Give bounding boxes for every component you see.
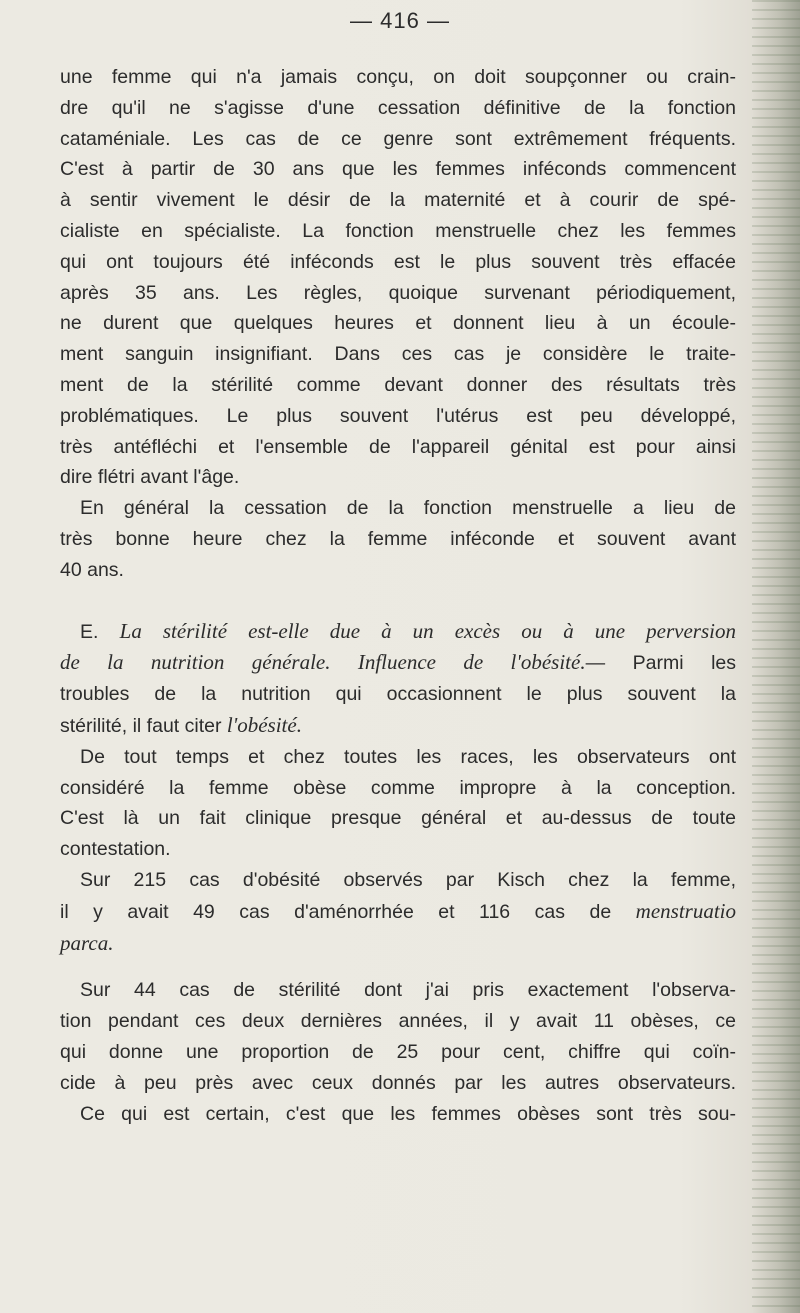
text-line: problématiques. Le plus souvent l'utérus est peu développé, bbox=[60, 404, 736, 427]
obesity-term: l'obésité. bbox=[226, 712, 302, 737]
text-line: tion pendant ces deux dernières années, il y avait 11 obèses, ce bbox=[60, 1010, 736, 1033]
text-line: ne durent que quelques heures et donnent lieu à un écoule- bbox=[60, 312, 736, 335]
text-line: cataméniale. Les cas de ce genre sont extrêmement fréquents. bbox=[60, 127, 736, 150]
paragraph-gap bbox=[60, 586, 736, 616]
section-e-heading-line bbox=[60, 647, 736, 679]
page-number: — 416 — bbox=[350, 8, 450, 33]
text-line: une femme qui n'a jamais conçu, on doit soupçonner ou crain- bbox=[60, 66, 736, 88]
text-line: à sentir vivement le désir de la maternité et à courir de spé- bbox=[60, 189, 736, 212]
text-line: ment de la stérilité comme devant donner des résultats très bbox=[60, 373, 736, 396]
page-edge-shadow bbox=[752, 0, 800, 1313]
text-line: ment sanguin insignifiant. Dans ces cas je considère le traite- bbox=[60, 343, 736, 366]
text-line: Sur 215 cas d'obésité observés par Kisch chez la femme, bbox=[80, 868, 736, 891]
text-line: cialiste en spécialiste. La fonction menstruelle chez les femmes bbox=[60, 219, 736, 242]
section-e-heading-line bbox=[60, 616, 736, 648]
text-line: Ce qui est certain, c'est que les femmes obèses sont très sou- bbox=[80, 1102, 736, 1125]
text-line: En général la cessation de la fonction menstruelle a lieu de bbox=[80, 497, 736, 520]
page-body bbox=[60, 62, 736, 1129]
text-line: contestation. bbox=[60, 838, 171, 861]
text-line: considéré la femme obèse comme impropre à la conception. bbox=[60, 776, 736, 799]
text-line: très antéfléchi et l'ensemble de l'appareil génital est pour ainsi bbox=[60, 435, 736, 458]
text-line bbox=[60, 928, 736, 960]
text-line: dire flétri avant l'âge. bbox=[60, 466, 240, 489]
text-line: C'est à partir de 30 ans que les femmes inféconds commencent bbox=[60, 158, 736, 181]
text-line: qui donne une proportion de 25 pour cent, chiffre qui coïn- bbox=[60, 1040, 736, 1063]
text-line: après 35 ans. Les règles, quoique survenant périodiquement, bbox=[60, 281, 736, 304]
section-e-intro: — Parmi les bbox=[585, 652, 737, 675]
text-fragment: il y avait 49 cas d'aménorrhée et 116 cas de bbox=[60, 900, 636, 923]
text-line bbox=[60, 896, 736, 928]
section-e-letter: E. bbox=[80, 620, 99, 643]
text-line: C'est là un fait clinique presque général et au-dessus de toute bbox=[60, 807, 736, 830]
section-e-title-part1: La stérilité est-elle due à un excès ou à une perversion bbox=[119, 618, 736, 643]
text-line: troubles de la nutrition qui occasionnent le plus souvent la bbox=[60, 683, 736, 706]
text-line: dre qu'il ne s'agisse d'une cessation définitive de la fonction bbox=[60, 96, 736, 119]
text-line bbox=[60, 710, 736, 742]
text-line: De tout temps et chez toutes les races, les observateurs ont bbox=[80, 745, 736, 768]
latin-term: parca. bbox=[60, 930, 114, 955]
section-e-title-part2: de la nutrition générale. Influence de l'obésité. bbox=[60, 650, 586, 675]
text-line: très bonne heure chez la femme inféconde et souvent avant bbox=[60, 527, 736, 550]
text-line: qui ont toujours été inféconds est le plus souvent très effacée bbox=[60, 250, 736, 273]
latin-term: menstruatio bbox=[635, 898, 736, 923]
paragraph-gap bbox=[60, 959, 736, 975]
text-fragment: stérilité, il faut citer bbox=[60, 714, 227, 737]
text-line: cide à peu près avec ceux donnés par les autres observateurs. bbox=[60, 1071, 736, 1094]
text-line: 40 ans. bbox=[60, 558, 124, 581]
text-line: Sur 44 cas de stérilité dont j'ai pris exactement l'observa- bbox=[80, 979, 736, 1002]
